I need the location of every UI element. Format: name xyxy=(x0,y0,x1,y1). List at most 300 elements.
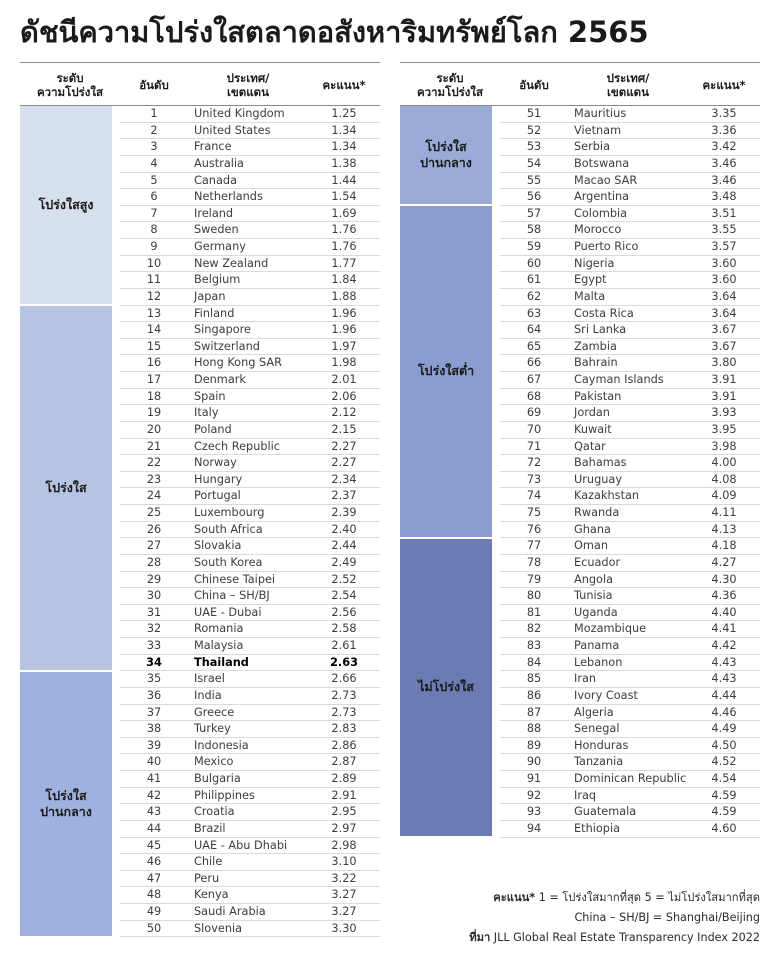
table-row xyxy=(120,206,380,223)
category-band xyxy=(400,539,492,837)
cell-score: 3.27 xyxy=(331,905,357,918)
table-row xyxy=(120,156,380,173)
cell-country: China – SH/BJ xyxy=(194,589,270,603)
cell-rank: 20 xyxy=(146,422,162,436)
cell-rank: 58 xyxy=(526,223,542,237)
cell-score: 4.52 xyxy=(711,755,737,769)
table-row xyxy=(500,173,760,190)
table-row xyxy=(120,173,380,190)
cell-score: 3.30 xyxy=(331,921,357,935)
footnotes xyxy=(400,888,760,948)
ranking-table-left xyxy=(20,62,380,938)
table-row xyxy=(500,389,760,406)
table-row xyxy=(500,139,760,156)
table-row xyxy=(500,222,760,239)
cell-country: Cayman Islands xyxy=(574,373,664,386)
cell-score: 1.76 xyxy=(331,240,357,253)
cell-score: 3.64 xyxy=(711,289,737,303)
cell-score: 1.54 xyxy=(331,190,357,204)
footnote-score-note: 1 = โปร่งใสมากที่สุด 5 = ไม่โปร่งใสมากที่สุด xyxy=(538,891,760,904)
cell-rank: 75 xyxy=(526,506,542,519)
column-header-score-label: คะแนน* xyxy=(322,78,366,92)
cell-country: South Korea xyxy=(194,555,263,569)
table-row xyxy=(120,372,380,389)
cell-score: 4.54 xyxy=(711,772,737,785)
cell-country: Sri Lanka xyxy=(574,323,627,337)
table-row xyxy=(120,605,380,622)
table-row xyxy=(500,655,760,672)
cell-score: 1.38 xyxy=(331,156,357,170)
column-header-level-right-line1: ระดับ xyxy=(436,71,464,85)
column-header-level-right-line2: ความโปร่งใส xyxy=(416,85,484,99)
cell-score: 3.91 xyxy=(711,389,737,403)
cell-score: 4.30 xyxy=(711,572,737,586)
table-row xyxy=(120,904,380,921)
cell-rank: 54 xyxy=(526,156,542,170)
cell-score: 2.83 xyxy=(331,722,357,736)
cell-rank: 84 xyxy=(526,655,542,669)
cell-rank: 48 xyxy=(146,888,162,902)
cell-score: 3.55 xyxy=(711,223,737,237)
table-row xyxy=(120,289,380,306)
cell-score: 4.50 xyxy=(711,738,737,752)
cell-country: Chinese Taipei xyxy=(194,572,276,586)
cell-score: 2.97 xyxy=(331,821,357,835)
cell-rank: 71 xyxy=(526,439,542,453)
cell-country: Indonesia xyxy=(194,738,249,752)
column-header-level-right xyxy=(400,63,500,107)
cell-country: Croatia xyxy=(194,805,235,819)
table-row xyxy=(500,705,760,722)
footnote-abbrev xyxy=(400,908,760,928)
table-row xyxy=(120,322,380,339)
cell-rank: 34 xyxy=(146,655,162,669)
cell-score: 3.36 xyxy=(711,123,737,137)
cell-score: 3.64 xyxy=(711,306,737,320)
table-row xyxy=(500,555,760,572)
table-row xyxy=(120,306,380,323)
category-band-label: โปร่งใส xyxy=(45,479,87,495)
table-row xyxy=(500,322,760,339)
cell-rank: 32 xyxy=(146,622,162,636)
table-row xyxy=(120,505,380,522)
cell-rank: 26 xyxy=(146,522,162,536)
table-row xyxy=(120,272,380,289)
cell-score: 2.73 xyxy=(331,705,357,719)
cell-rank: 27 xyxy=(146,539,162,553)
table-row xyxy=(120,422,380,439)
cell-rank: 31 xyxy=(146,605,162,619)
footnote-source-label: ที่มา xyxy=(469,931,491,944)
cell-score: 2.49 xyxy=(331,555,357,569)
table-row xyxy=(120,106,380,123)
cell-country: Angola xyxy=(574,572,614,586)
cell-rank: 70 xyxy=(526,422,542,436)
table-row xyxy=(500,156,760,173)
cell-rank: 92 xyxy=(526,788,542,802)
cell-rank: 7 xyxy=(150,206,158,220)
table-row xyxy=(120,538,380,555)
column-header-country-right-line1: ประเทศ/ xyxy=(606,71,650,85)
cell-score: 2.39 xyxy=(331,506,357,519)
cell-country: Zambia xyxy=(574,339,617,353)
cell-score: 1.77 xyxy=(331,256,357,270)
cell-score: 2.61 xyxy=(331,639,357,652)
cell-rank: 38 xyxy=(146,722,162,736)
cell-country: Oman xyxy=(574,539,608,553)
cell-country: Romania xyxy=(194,622,244,636)
cell-country: South Africa xyxy=(194,522,263,536)
cell-rank: 93 xyxy=(526,805,542,819)
cell-country: Mozambique xyxy=(574,622,647,636)
cell-rank: 56 xyxy=(526,190,542,204)
category-band xyxy=(20,306,112,670)
table-row xyxy=(500,106,760,123)
cell-score: 2.44 xyxy=(331,539,357,553)
cell-score: 4.46 xyxy=(711,705,737,719)
cell-rank: 77 xyxy=(526,539,542,553)
table-row xyxy=(500,621,760,638)
cell-rank: 60 xyxy=(526,256,542,270)
category-band xyxy=(400,106,492,204)
cell-score: 4.59 xyxy=(711,805,737,819)
footnote-score xyxy=(400,888,760,908)
cell-country: Bahamas xyxy=(574,456,627,470)
table-row xyxy=(120,638,380,655)
table-row xyxy=(500,488,760,505)
cell-rank: 35 xyxy=(146,672,162,686)
cell-score: 3.57 xyxy=(711,240,737,253)
table-row xyxy=(500,505,760,522)
cell-score: 2.86 xyxy=(331,738,357,752)
cell-country: Tanzania xyxy=(574,755,624,769)
cell-score: 2.27 xyxy=(331,439,357,453)
column-header-rank-right-label: อันดับ xyxy=(519,78,549,92)
cell-rank: 80 xyxy=(526,589,542,603)
category-band xyxy=(400,206,492,537)
cell-rank: 85 xyxy=(526,672,542,686)
table-row xyxy=(500,405,760,422)
cell-country: Bulgaria xyxy=(194,772,241,785)
cell-rank: 66 xyxy=(526,356,542,370)
cell-rank: 19 xyxy=(146,406,162,420)
cell-rank: 52 xyxy=(526,123,542,137)
cell-score: 2.73 xyxy=(331,688,357,702)
table-row xyxy=(500,638,760,655)
cell-score: 3.35 xyxy=(711,107,737,120)
table-row xyxy=(500,439,760,456)
cell-rank: 45 xyxy=(146,838,162,852)
ranking-table-right xyxy=(400,62,760,838)
cell-country: Singapore xyxy=(194,323,251,337)
table-row xyxy=(500,123,760,140)
category-band xyxy=(20,672,112,936)
cell-country: UAE - Abu Dhabi xyxy=(194,838,288,852)
cell-score: 4.08 xyxy=(711,472,737,486)
footnote-abbrev-note: China – SH/BJ = Shanghai/Beijing xyxy=(574,911,760,924)
table-row xyxy=(500,572,760,589)
table-row xyxy=(500,738,760,755)
category-band-label: ไม่โปร่งใส xyxy=(418,679,474,695)
cell-country: Slovakia xyxy=(194,539,242,553)
cell-country: Chile xyxy=(194,855,223,869)
cell-score: 1.96 xyxy=(331,306,357,320)
table-row xyxy=(120,455,380,472)
cell-country: Sweden xyxy=(194,223,239,237)
cell-score: 4.43 xyxy=(711,655,737,669)
cell-rank: 74 xyxy=(526,489,542,503)
cell-rank: 86 xyxy=(526,688,542,702)
cell-country: Qatar xyxy=(574,439,606,453)
cell-country: Japan xyxy=(194,289,226,303)
cell-score: 3.95 xyxy=(711,422,737,436)
cell-rank: 49 xyxy=(146,905,162,918)
cell-score: 3.91 xyxy=(711,373,737,386)
table-row xyxy=(120,189,380,206)
table-header-right xyxy=(400,62,760,106)
cell-country: Panama xyxy=(574,639,620,652)
cell-country: Mauritius xyxy=(574,107,627,120)
cell-country: Israel xyxy=(194,672,225,686)
cell-score: 2.95 xyxy=(331,805,357,819)
cell-rank: 46 xyxy=(146,855,162,869)
cell-score: 2.52 xyxy=(331,572,357,586)
cell-country: Morocco xyxy=(574,223,622,237)
cell-score: 2.01 xyxy=(331,373,357,386)
table-row xyxy=(500,788,760,805)
cell-rank: 10 xyxy=(146,256,162,270)
cell-country: Denmark xyxy=(194,373,246,386)
cell-rank: 67 xyxy=(526,373,542,386)
cell-rank: 22 xyxy=(146,456,162,470)
table-row xyxy=(120,804,380,821)
table-row xyxy=(500,605,760,622)
cell-rank: 36 xyxy=(146,688,162,702)
cell-score: 3.22 xyxy=(331,871,357,885)
cell-rank: 1 xyxy=(150,107,158,120)
cell-score: 3.42 xyxy=(711,140,737,154)
cell-rank: 72 xyxy=(526,456,542,470)
cell-country: Egypt xyxy=(574,273,607,287)
footnote-source xyxy=(400,928,760,948)
cell-rank: 37 xyxy=(146,705,162,719)
table-row xyxy=(120,355,380,372)
cell-country: Greece xyxy=(194,705,235,719)
cell-rank: 40 xyxy=(146,755,162,769)
category-band-label-line2: ปานกลาง xyxy=(40,803,92,819)
cell-score: 3.46 xyxy=(711,156,737,170)
table-row xyxy=(120,671,380,688)
table-row xyxy=(120,339,380,356)
category-band-label-line2: ปานกลาง xyxy=(420,154,472,170)
cell-country: Senegal xyxy=(574,722,620,736)
cell-score: 1.44 xyxy=(331,173,357,187)
column-header-score xyxy=(308,63,380,107)
cell-rank: 55 xyxy=(526,173,542,187)
table-row xyxy=(500,522,760,539)
table-row xyxy=(500,538,760,555)
cell-country: Italy xyxy=(194,406,219,420)
cell-country: Argentina xyxy=(574,190,630,204)
table-row xyxy=(500,771,760,788)
cell-country: Canada xyxy=(194,173,237,187)
cell-rank: 62 xyxy=(526,289,542,303)
cell-score: 2.40 xyxy=(331,522,357,536)
cell-score: 1.84 xyxy=(331,273,357,287)
cell-rank: 16 xyxy=(146,356,162,370)
cell-rank: 65 xyxy=(526,339,542,353)
cell-country: Mexico xyxy=(194,755,234,769)
table-row xyxy=(500,588,760,605)
cell-country: United Kingdom xyxy=(194,107,285,120)
cell-score: 2.34 xyxy=(331,472,357,486)
cell-score: 2.27 xyxy=(331,456,357,470)
cell-rank: 21 xyxy=(146,439,162,453)
cell-rank: 41 xyxy=(146,772,162,785)
cell-country: Honduras xyxy=(574,738,629,752)
table-row xyxy=(120,738,380,755)
cell-country: Botswana xyxy=(574,156,630,170)
table-row xyxy=(500,422,760,439)
cell-country: Spain xyxy=(194,389,226,403)
row-group-right xyxy=(500,106,760,838)
table-row xyxy=(500,804,760,821)
cell-country: Slovenia xyxy=(194,921,243,935)
cell-score: 4.00 xyxy=(711,456,737,470)
cell-rank: 47 xyxy=(146,871,162,885)
cell-score: 2.58 xyxy=(331,622,357,636)
cell-country: Ecuador xyxy=(574,555,621,569)
cell-country: Finland xyxy=(194,306,235,320)
cell-country: UAE - Dubai xyxy=(194,605,262,619)
table-row xyxy=(120,123,380,140)
cell-country: India xyxy=(194,688,222,702)
cell-country: Colombia xyxy=(574,206,628,220)
cell-country: Turkey xyxy=(194,722,231,736)
cell-score: 1.88 xyxy=(331,289,357,303)
cell-country: Vietnam xyxy=(574,123,622,137)
cell-country: Hong Kong SAR xyxy=(194,356,282,370)
table-row xyxy=(120,405,380,422)
column-header-country-right xyxy=(568,63,688,107)
cell-score: 3.98 xyxy=(711,439,737,453)
cell-score: 2.63 xyxy=(330,655,358,669)
cell-rank: 24 xyxy=(146,489,162,503)
table-row xyxy=(500,256,760,273)
table-row xyxy=(120,921,380,938)
table-row xyxy=(500,339,760,356)
cell-score: 3.46 xyxy=(711,173,737,187)
cell-country: Switzerland xyxy=(194,339,260,353)
cell-country: Ireland xyxy=(194,206,234,220)
cell-score: 3.60 xyxy=(711,273,737,287)
cell-score: 4.13 xyxy=(711,522,737,536)
cell-country: Malta xyxy=(574,289,606,303)
cell-country: Philippines xyxy=(194,788,255,802)
table-row xyxy=(120,705,380,722)
cell-country: Kazakhstan xyxy=(574,489,640,503)
cell-country: Lebanon xyxy=(574,655,623,669)
cell-score: 4.27 xyxy=(711,555,737,569)
cell-country: Saudi Arabia xyxy=(194,905,266,918)
footnote-score-label: คะแนน* xyxy=(493,891,536,904)
cell-rank: 63 xyxy=(526,306,542,320)
cell-rank: 30 xyxy=(146,589,162,603)
table-row xyxy=(120,821,380,838)
cell-country: Rwanda xyxy=(574,506,620,519)
row-group-left xyxy=(120,106,380,937)
cell-country: Netherlands xyxy=(194,190,263,204)
table-row xyxy=(120,389,380,406)
cell-score: 2.37 xyxy=(331,489,357,503)
cell-rank: 23 xyxy=(146,472,162,486)
cell-country: Tunisia xyxy=(574,589,613,603)
cell-rank: 25 xyxy=(146,506,162,519)
table-row xyxy=(120,239,380,256)
column-header-score-right-label: คะแนน* xyxy=(702,78,746,92)
cell-score: 4.43 xyxy=(711,672,737,686)
cell-rank: 9 xyxy=(150,240,158,253)
cell-score: 4.40 xyxy=(711,605,737,619)
table-row xyxy=(120,754,380,771)
table-row xyxy=(120,572,380,589)
table-row xyxy=(120,621,380,638)
cell-country: Dominican Republic xyxy=(574,772,687,785)
table-row xyxy=(120,721,380,738)
table-body-right xyxy=(400,106,760,838)
cell-score: 1.25 xyxy=(331,107,357,120)
cell-country: Germany xyxy=(194,240,246,253)
category-band-label: โปร่งใสต่ำ xyxy=(417,363,475,379)
cell-country: Belgium xyxy=(194,273,241,287)
table-row xyxy=(500,206,760,223)
table-row xyxy=(120,472,380,489)
cell-country: Kenya xyxy=(194,888,229,902)
table-row xyxy=(120,222,380,239)
cell-country: Ethiopia xyxy=(574,821,621,835)
cell-rank: 43 xyxy=(146,805,162,819)
cell-rank: 18 xyxy=(146,389,162,403)
cell-rank: 42 xyxy=(146,788,162,802)
table-row xyxy=(500,355,760,372)
cell-rank: 94 xyxy=(526,821,542,835)
cell-score: 2.54 xyxy=(331,589,357,603)
cell-score: 3.60 xyxy=(711,256,737,270)
cell-country: Ivory Coast xyxy=(574,688,638,702)
table-row xyxy=(120,139,380,156)
cell-rank: 79 xyxy=(526,572,542,586)
cell-country: Ghana xyxy=(574,522,611,536)
cell-rank: 82 xyxy=(526,622,542,636)
cell-country: Portugal xyxy=(194,489,241,503)
cell-rank: 83 xyxy=(526,639,542,652)
cell-rank: 57 xyxy=(526,206,542,220)
cell-rank: 90 xyxy=(526,755,542,769)
cell-score: 3.67 xyxy=(711,323,737,337)
column-header-rank-right xyxy=(500,63,568,107)
table-row xyxy=(120,655,380,672)
table-row xyxy=(120,788,380,805)
cell-rank: 3 xyxy=(150,140,158,154)
cell-score: 2.98 xyxy=(331,838,357,852)
category-band-label: โปร่งใสสูง xyxy=(38,196,94,212)
cell-rank: 8 xyxy=(150,223,158,237)
cell-rank: 59 xyxy=(526,240,542,253)
cell-score: 2.91 xyxy=(331,788,357,802)
cell-rank: 81 xyxy=(526,605,542,619)
column-header-country xyxy=(188,63,308,107)
cell-country: Bahrain xyxy=(574,356,618,370)
